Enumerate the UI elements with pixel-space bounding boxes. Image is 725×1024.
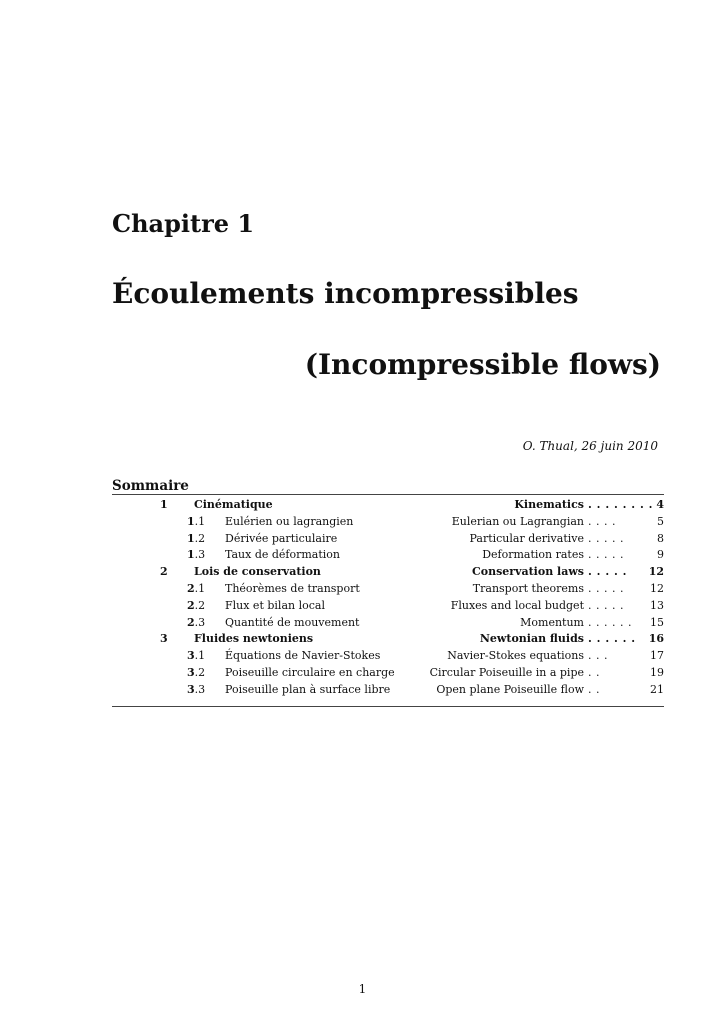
toc-title-en: Momentum (520, 615, 584, 629)
toc-section-row[interactable] (112, 497, 664, 514)
toc-section-row[interactable] (112, 564, 664, 581)
toc-page: 13 (650, 598, 664, 612)
toc-leader-dots: . . . . . (588, 565, 627, 579)
toc-number: 1.3 (187, 548, 206, 562)
toc-page: 12 (650, 581, 664, 595)
toc-title-en: Open plane Poiseuille flow (436, 682, 584, 696)
toc-title-fr: Flux et bilan local (225, 598, 325, 612)
toc-title-fr: Théorèmes de transport (225, 581, 360, 595)
toc-title-en: Fluxes and local budget (450, 598, 584, 612)
toc-page: 8 (657, 531, 664, 545)
toc-title-fr: Dérivée particulaire (225, 531, 338, 545)
chapter-label: Chapitre 1 (112, 209, 255, 238)
toc-bottom-rule (112, 706, 664, 707)
toc-leader-dots: . . . . . . . . (588, 498, 653, 511)
page-number: 1 (358, 982, 367, 996)
toc-heading: Sommaire (112, 478, 189, 494)
toc-number: 2.1 (187, 581, 206, 595)
toc-title-en: Conservation laws (472, 565, 584, 579)
toc-number: 2.2 (187, 598, 206, 612)
toc-top-rule (112, 494, 664, 495)
toc-number: 3.2 (187, 665, 206, 679)
toc-subsection-row[interactable] (112, 547, 664, 564)
toc-number: 3.3 (187, 682, 206, 696)
toc-subsection-row[interactable] (112, 531, 664, 548)
toc-subsection-row[interactable] (112, 665, 664, 682)
toc-title-fr: Quantité de mouvement (225, 615, 360, 629)
toc-title-fr: Poiseuille circulaire en charge (225, 665, 395, 679)
toc-number: 1 (160, 498, 168, 511)
toc-number: 3 (160, 632, 168, 646)
toc-title-fr: Lois de conservation (194, 565, 321, 579)
toc-title-en: Eulerian ou Lagrangian (451, 514, 584, 528)
toc-number: 1.1 (187, 514, 206, 528)
toc-leader-dots: . . . . . . (588, 632, 636, 646)
toc-subsection-row[interactable] (112, 682, 664, 699)
toc-title-en: Transport theorems (472, 581, 584, 595)
toc-section-row[interactable] (112, 631, 664, 648)
toc-title-fr: Équations de Navier-Stokes (225, 649, 381, 663)
toc-title-en: Newtonian fluids (479, 632, 584, 646)
toc-page: 17 (650, 649, 664, 663)
toc-page: 19 (650, 665, 664, 679)
toc-title-fr: Poiseuille plan à surface libre (225, 682, 391, 696)
table-of-contents (112, 497, 664, 699)
toc-number: 3.1 (187, 649, 206, 663)
toc-leader-dots: . . (588, 682, 600, 696)
chapter-subtitle: (Incompressible flows) (304, 348, 661, 381)
toc-page: 5 (657, 514, 664, 528)
toc-title-en: Kinematics (514, 498, 584, 511)
toc-page: 21 (650, 682, 664, 696)
toc-title-fr: Cinématique (194, 498, 273, 511)
toc-title-fr: Taux de déformation (225, 548, 341, 562)
toc-leader-dots: . . . . . (588, 598, 624, 612)
toc-page: 16 (648, 632, 664, 646)
toc-title-en: Deformation rates (482, 548, 584, 562)
toc-number: 2.3 (187, 615, 206, 629)
toc-leader-dots: . . . (588, 649, 608, 663)
toc-subsection-row[interactable] (112, 514, 664, 531)
toc-title-fr: Eulérien ou lagrangien (225, 514, 354, 528)
toc-subsection-row[interactable] (112, 598, 664, 615)
toc-title-en: Navier-Stokes equations (447, 649, 584, 663)
toc-number: 2 (160, 565, 168, 579)
toc-title-en: Circular Poiseuille in a pipe (429, 665, 584, 679)
toc-page: 15 (650, 615, 664, 629)
toc-title-en: Particular derivative (469, 531, 584, 545)
author-date: O. Thual, 26 juin 2010 (522, 439, 658, 453)
toc-page: 12 (648, 565, 664, 579)
toc-leader-dots: . . . . . . (588, 615, 632, 629)
toc-page: 9 (657, 548, 664, 562)
toc-leader-dots: . . . . (588, 514, 616, 528)
toc-leader-dots: . . . . . (588, 581, 624, 595)
chapter-title: Écoulements incompressibles (112, 277, 579, 310)
toc-leader-dots: . . . . . (588, 531, 624, 545)
toc-number: 1.2 (187, 531, 206, 545)
toc-page: 4 (656, 498, 664, 511)
toc-subsection-row[interactable] (112, 581, 664, 598)
toc-leader-dots: . . . . . (588, 548, 624, 562)
toc-title-fr: Fluides newtoniens (194, 632, 314, 646)
toc-leader-dots: . . (588, 665, 600, 679)
toc-subsection-row[interactable] (112, 648, 664, 665)
toc-subsection-row[interactable] (112, 615, 664, 632)
